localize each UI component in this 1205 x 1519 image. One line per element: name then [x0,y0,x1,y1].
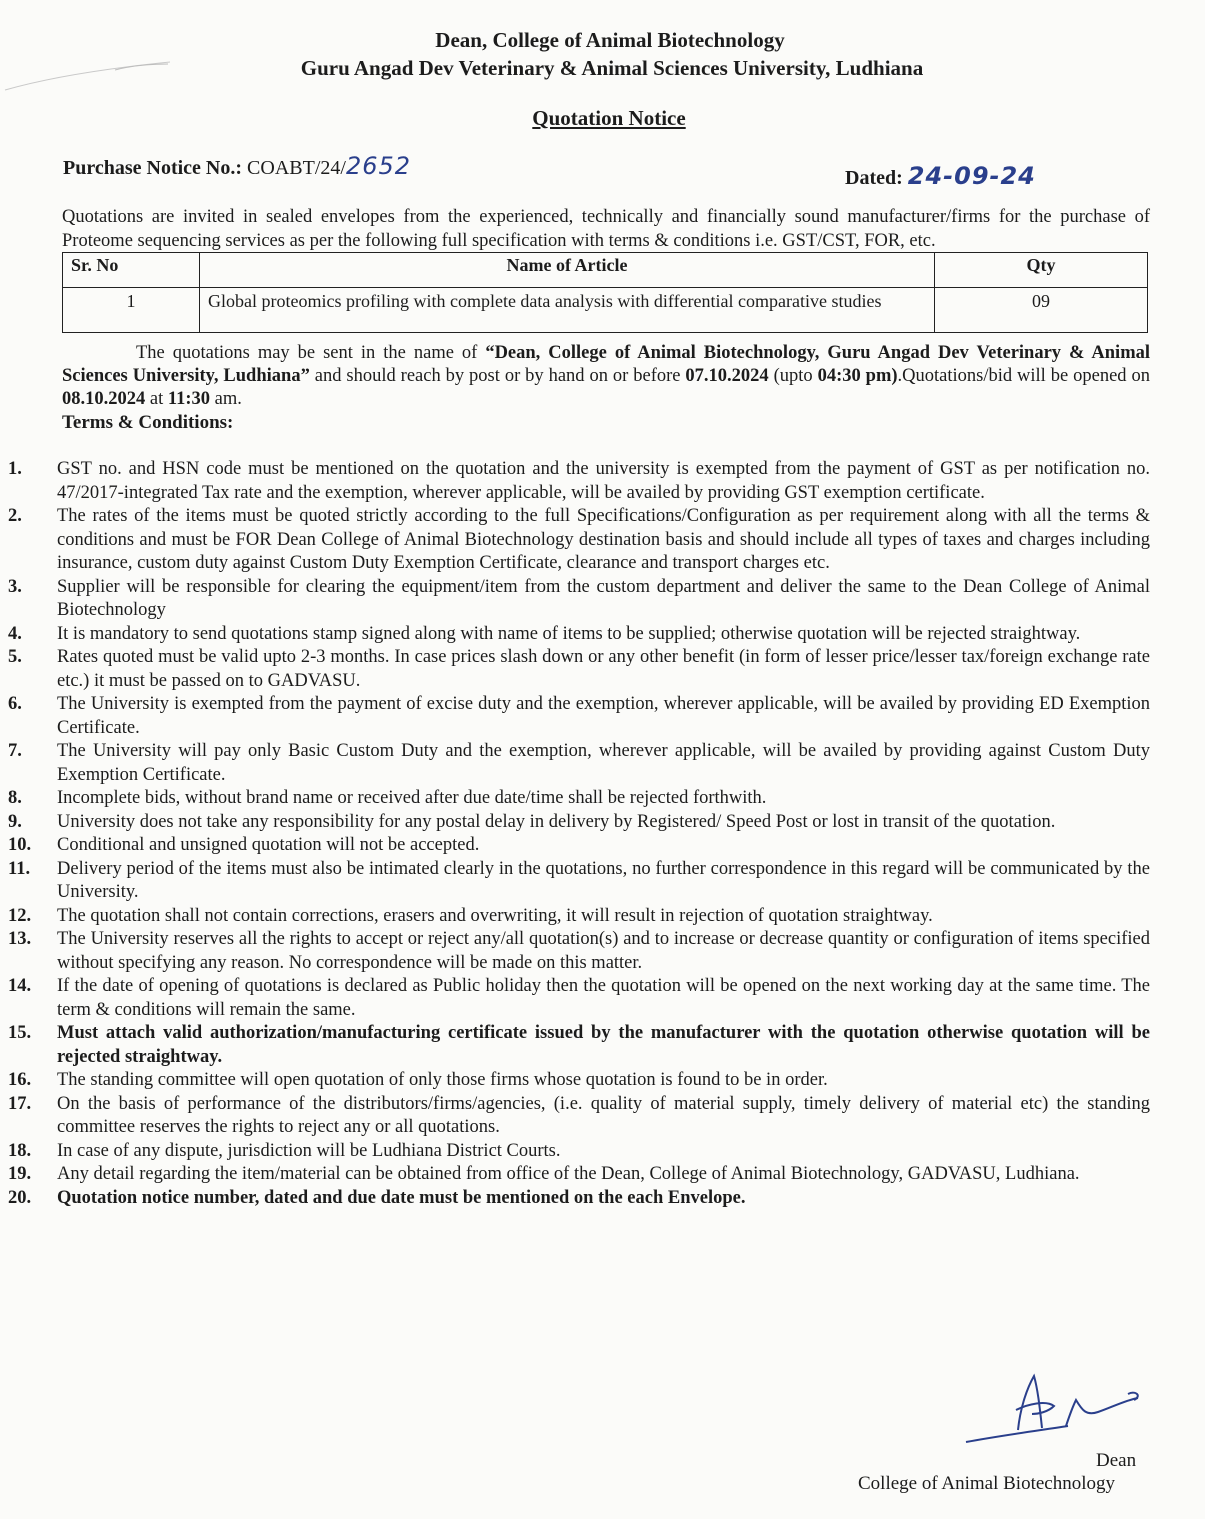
term-item [0,975,1150,1022]
term-number: 4. [8,623,22,644]
term-item [0,1163,1150,1187]
col-qty: Qty [935,253,1148,288]
term-number: 20. [8,1187,32,1208]
due-time: 04:30 pm) [817,366,898,386]
term-item [0,740,1150,787]
term-item [0,623,1150,647]
page-title: Quotation Notice [532,106,686,130]
send-text-4: .Quotations/bid will be opened on [897,366,1150,386]
header-university: Guru Angad Dev Veterinary & Animal Sciences University, Ludhiana [300,56,924,80]
handwritten-date: 24-09-24 [907,162,1036,190]
handwritten-notice-number: 2652 [345,152,412,180]
send-text-5: at [145,389,168,409]
term-text: The rates of the items must be quoted strictly according to the full Specifications/Configuration as per requirement along with all the terms & conditions and must be FOR Dean College of Animal Biotechnology destination basis and should include all types of taxes and charges including insurance, custom duty against Custom Duty Exemption Certificate, clearance and transport charges etc. [57,506,1150,573]
term-item [0,928,1150,975]
term-text: Must attach valid authorization/manufacturing certificate issued by the manufacturer with the quotation otherwise quotation will be rejected straightway. [57,1023,1150,1067]
term-number: 13. [8,929,32,949]
term-number: 14. [8,976,32,996]
term-text: In case of any dispute, jurisdiction will be Ludhiana District Courts. [57,1140,561,1161]
term-text: On the basis of performance of the distributors/firms/agencies, (i.e. quality of material supply, timely delivery of material etc) the standing committee reserves the rights to reject any or all quotations. [57,1093,1150,1137]
send-text-1: The quotations may be sent in the name of [136,343,486,363]
due-date: 07.10.2024 [685,366,769,386]
term-number: 9. [8,811,22,832]
term-number: 18. [8,1140,32,1161]
term-number: 12. [8,905,32,926]
term-text: It is mandatory to send quotations stamp signed along with name of items to be supplied; otherwise quotation will be rejected straightway. [57,623,1081,644]
term-item [0,1022,1150,1069]
submission-paragraph [62,342,1150,411]
addressee-name: “Dean, College of Animal Biotechnology, Guru Angad Dev Veterinary & Animal Sciences University, Ludhiana” [62,343,1150,386]
dated-field [845,162,1036,190]
term-item [0,1140,1150,1164]
cell-qty: 09 [935,288,1148,333]
term-item [0,811,1150,835]
term-text: The standing committee will open quotation of only those firms whose quotation is found to be in order. [57,1070,828,1090]
term-number: 16. [8,1070,32,1090]
term-text: University does not take any responsibility for any postal delay in delivery by Registered/ Speed Post or lost in transit of the quotation. [57,811,1056,832]
term-text: If the date of opening of quotations is declared as Public holiday then the quotation will be opened on the next working day at the same time. The term & conditions will remain the same. [57,976,1150,1020]
term-number: 10. [8,835,32,855]
term-item [0,1187,1150,1211]
dean-signature [958,1370,1148,1450]
term-number: 6. [8,694,22,714]
opening-date: 08.10.2024 [62,389,146,409]
term-text: Incomplete bids, without brand name or received after due date/time shall be rejected forthwith. [57,788,767,808]
terms-list [0,458,1150,1210]
purchase-notice-number [63,152,411,180]
opening-time: 11:30 [167,389,210,409]
term-item [0,458,1150,505]
dated-label: Dated: [845,167,903,189]
term-item [0,787,1150,811]
term-number: 7. [8,741,22,761]
term-text: The University is exempted from the payment of excise duty and the exemption, wherever applicable, will be availed by providing ED Exemption Certificate. [57,694,1150,738]
purchase-notice-label: Purchase Notice No.: [63,157,243,179]
term-item [0,576,1150,623]
term-number: 5. [8,647,22,667]
term-text: Delivery period of the items must also be intimated clearly in the quotations, no further correspondence in this regard will be communicated by the University. [57,858,1150,902]
term-number: 15. [8,1023,32,1043]
term-number: 3. [8,576,22,597]
send-text-2: and should reach by post or by hand on or before [309,366,686,386]
term-item [0,858,1150,905]
terms-heading: Terms & Conditions: [62,412,234,433]
term-text: Quotation notice number, dated and due date must be mentioned on the each Envelope. [57,1187,746,1208]
col-sr-no: Sr. No [63,253,200,288]
term-text: The quotation shall not contain corrections, erasers and overwriting, it will result in rejection of quotation straightway. [57,905,933,926]
signatory-office: College of Animal Biotechnology [858,1473,1115,1494]
col-article: Name of Article [200,253,935,288]
term-number: 1. [8,459,22,479]
purchase-notice-prefix: COABT/24/ [247,157,346,179]
term-text: GST no. and HSN code must be mentioned on the quotation and the university is exempted from the payment of GST as per notification no. 47/2017-integrated Tax rate and the exemption, wherever applicable, will be availed by providing GST exemption certificate. [57,459,1150,503]
term-number: 8. [8,788,22,808]
term-number: 17. [8,1093,32,1114]
cell-sr-no: 1 [63,288,200,333]
signatory-title: Dean [1096,1450,1137,1471]
term-item [0,505,1150,576]
term-text: Rates quoted must be valid upto 2-3 months. In case prices slash down or any other benefit (in form of lesser price/lesser tax/foreign exchange rate etc.) it must be passed on to GADVASU. [57,647,1150,691]
term-number: 19. [8,1164,32,1184]
table-row [63,288,1148,333]
term-number: 11. [8,858,31,879]
term-text: Supplier will be responsible for clearing the equipment/item from the custom department and deliver the same to the Dean College of Animal Biotechnology [57,576,1150,620]
term-item [0,646,1150,693]
table-header-row [63,253,1148,288]
header-college: Dean, College of Animal Biotechnology [435,28,785,52]
term-item [0,1069,1150,1093]
cell-article: Global proteomics profiling with complete data analysis with differential comparative studies [200,288,935,333]
term-text: The University will pay only Basic Custom Duty and the exemption, wherever applicable, will be availed by providing against Custom Duty Exemption Certificate. [57,741,1150,785]
term-text: Conditional and unsigned quotation will not be accepted. [57,835,480,855]
send-text-6: am. [210,389,242,409]
intro-paragraph: Quotations are invited in sealed envelopes from the experienced, technically and financially sound manufacturer/firms for the purchase of Proteome sequencing services as per the following full specification with terms & conditions i.e. GST/CST, FOR, etc. [62,207,1150,251]
term-item [0,1093,1150,1140]
term-text: The University reserves all the rights to accept or reject any/all quotation(s) and to increase or decrease quantity or configuration of items specified without specifying any reason. No correspondence will be made on this matter. [57,929,1150,973]
term-item [0,693,1150,740]
send-text-3: (upto [768,366,818,386]
term-text: Any detail regarding the item/material can be obtained from office of the Dean, College of Animal Biotechnology, GADVASU, Ludhiana. [57,1164,1080,1184]
term-number: 2. [8,506,22,526]
term-item [0,905,1150,929]
articles-table [62,252,1148,333]
term-item [0,834,1150,858]
